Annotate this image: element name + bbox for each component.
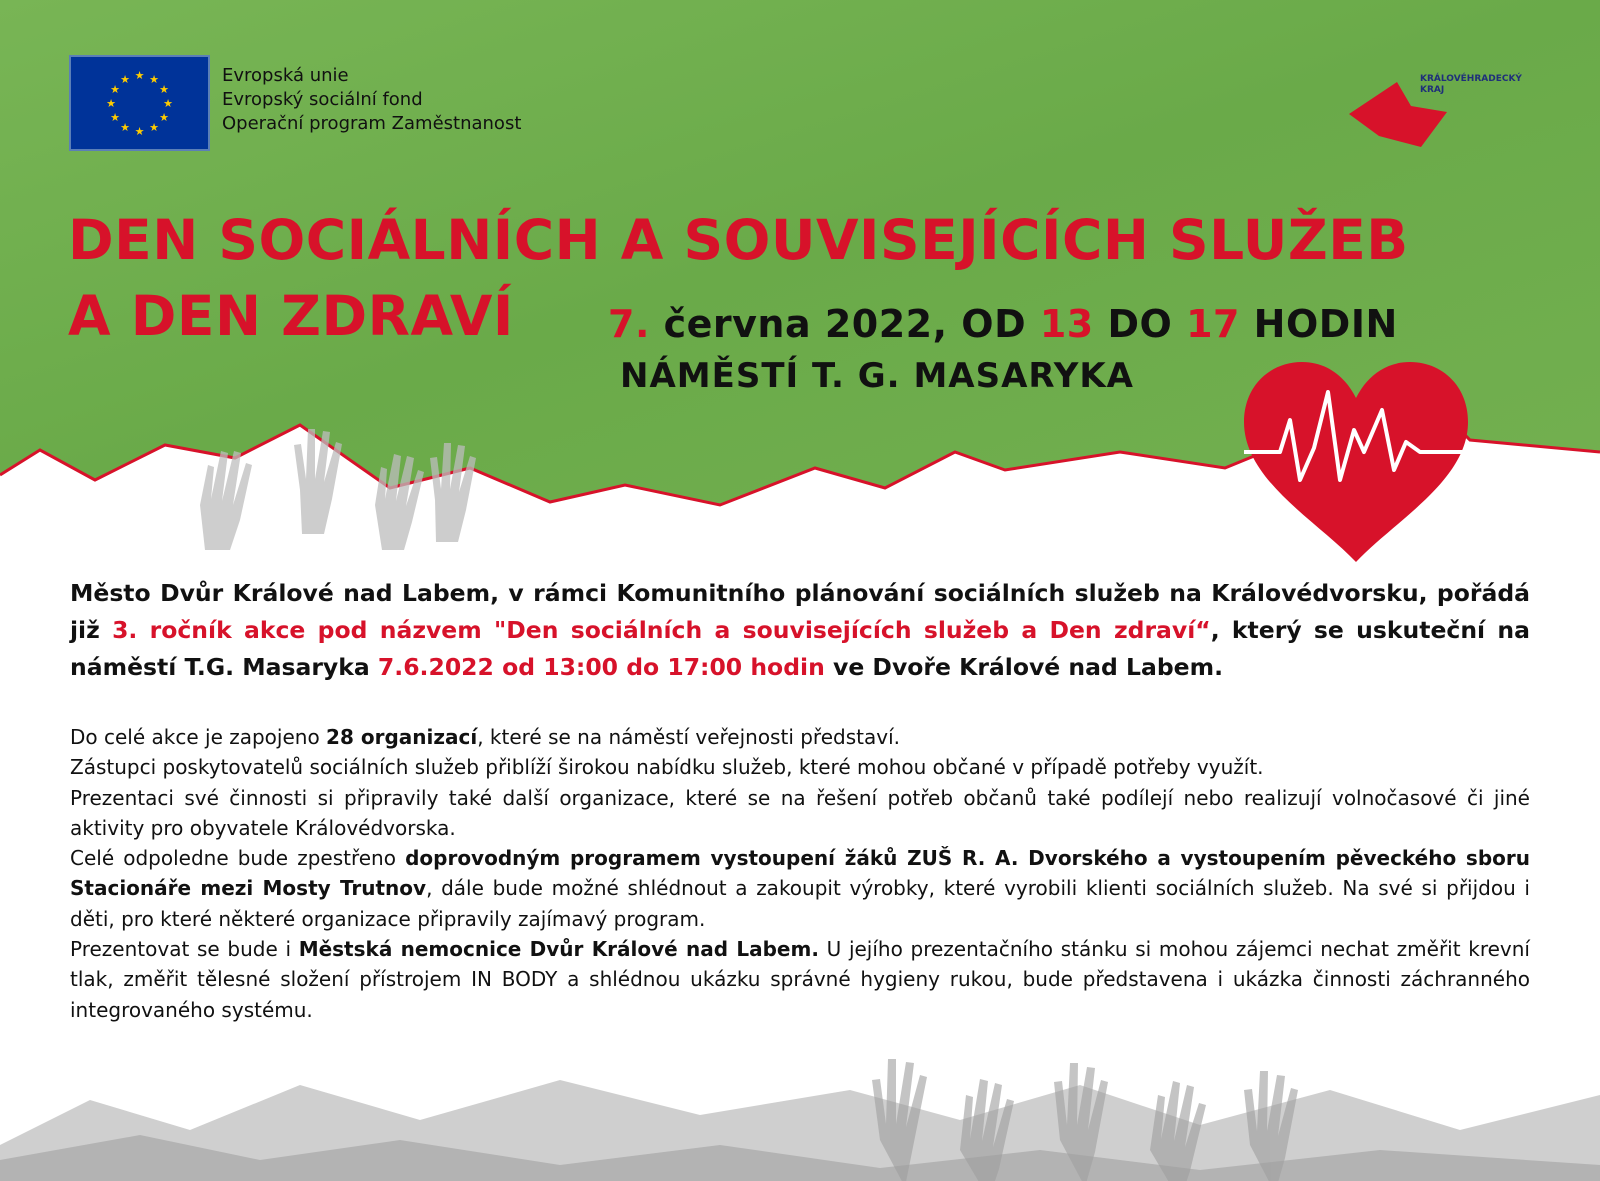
body-p5-c: U jejího prezentačního stánku si mohou zájemci nechat změřit krevní tlak, změřit tělesné složení přístrojem IN BODY a shlédnou ukázku správné hygieny rukou, bude představena i ukázka činnosti záchranného integrovaného systému. (70, 937, 1530, 1022)
event-hours-word: HODIN (1239, 302, 1398, 346)
svg-text:★: ★ (120, 73, 130, 86)
event-date-month: června 2022, OD (649, 302, 1040, 346)
body-text (70, 722, 1530, 1025)
eu-line-1: Evropská unie (222, 65, 349, 86)
body-p1-b: 28 organizací (326, 725, 478, 749)
event-start-hour: 13 (1039, 302, 1094, 346)
body-paragraph-2: Zástupci poskytovatelů sociálních služeb přiblíží širokou nabídku služeb, které mohou občané v případě potřeby využít. (70, 755, 1264, 780)
intro-part-1: Město Dvůr Králové nad Labem, v rámci Komunitního plánování sociálních služeb na Královédvorsku, pořádá již (70, 579, 1530, 644)
body-p1-a: Do celé akce je zapojeno (70, 725, 327, 749)
event-place: NÁMĚSTÍ T. G. MASARYKA (620, 356, 1134, 396)
svg-text:★: ★ (106, 97, 116, 110)
event-date-time (608, 302, 1398, 346)
svg-text:★: ★ (134, 125, 145, 138)
heartbeat-heart-icon (1236, 350, 1476, 570)
eu-line-3: Operační program Zaměstnanost (222, 113, 522, 134)
svg-text:★: ★ (134, 69, 145, 82)
intro-part-3: ve Dvoře Králové nad Labem. (824, 653, 1224, 681)
svg-text:★: ★ (120, 121, 130, 134)
intro-paragraph (70, 575, 1530, 686)
body-p1-c: , které se na náměstí veřejnosti představí. (477, 725, 900, 749)
region-logo-line-1: KRÁLOVÉHRADECKÝ (1420, 74, 1522, 84)
body-p4-a: Celé odpoledne bude zpestřeno (70, 846, 406, 871)
body-paragraph-1 (70, 722, 1530, 752)
svg-text:★: ★ (159, 83, 169, 96)
event-end-hour: 17 (1186, 302, 1240, 346)
svg-text:★: ★ (149, 73, 159, 86)
body-p4-b: doprovodným programem vystoupení žáků ZUŠ R. A. Dvorského a vystoupením pěveckého sboru Stacionáře mezi Mosty Trutnov (70, 846, 1530, 901)
eu-funding-text (222, 64, 521, 136)
event-date-day: 7. (608, 302, 650, 346)
body-p5-b: Městská nemocnice Dvůr Králové nad Labem. (298, 937, 819, 962)
body-paragraph-3: Prezentaci své činnosti si připravily také další organizace, které se na řešení potřeb občanů také podílejí nebo realizují volnočasové či jiné aktivity pro obyvatele Královédvorska. (70, 785, 1530, 840)
svg-text:★: ★ (110, 83, 120, 96)
intro-part-2: , který se uskuteční na náměstí T.G. Masaryka (70, 616, 1530, 681)
body-paragraph-5 (70, 934, 1530, 1025)
eu-line-2: Evropský sociální fond (222, 89, 423, 110)
body-p4-c: , dále bude možné shlédnout a zakoupit výrobky, které vyrobili klienti sociálních služeb. Na své si přijdou i děti, pro které některé organizace připravily zajímavý program. (70, 876, 1530, 931)
event-to-word: DO (1093, 302, 1187, 346)
body-p5-a: Prezentovat se bude i (70, 937, 299, 962)
svg-text:★: ★ (149, 121, 159, 134)
body-paragraph-4 (70, 843, 1530, 934)
svg-text:★: ★ (110, 111, 120, 124)
intro-highlight-2: 7.6.2022 od 13:00 do 17:00 hodin (377, 653, 825, 681)
event-title-line-1: DEN SOCIÁLNÍCH A SOUVISEJÍCÍCH SLUŽEB (68, 208, 1409, 272)
intro-highlight-1: 3. ročník akce pod názvem "Den sociálních a souvisejících služeb a Den zdraví“ (112, 616, 1211, 644)
eu-flag-icon (69, 55, 210, 151)
region-logo-line-2: KRAJ (1420, 85, 1445, 95)
event-title-line-2: A DEN ZDRAVÍ (68, 284, 514, 348)
svg-text:★: ★ (163, 97, 173, 110)
region-logo-text (1420, 74, 1522, 96)
svg-text:★: ★ (159, 111, 169, 124)
